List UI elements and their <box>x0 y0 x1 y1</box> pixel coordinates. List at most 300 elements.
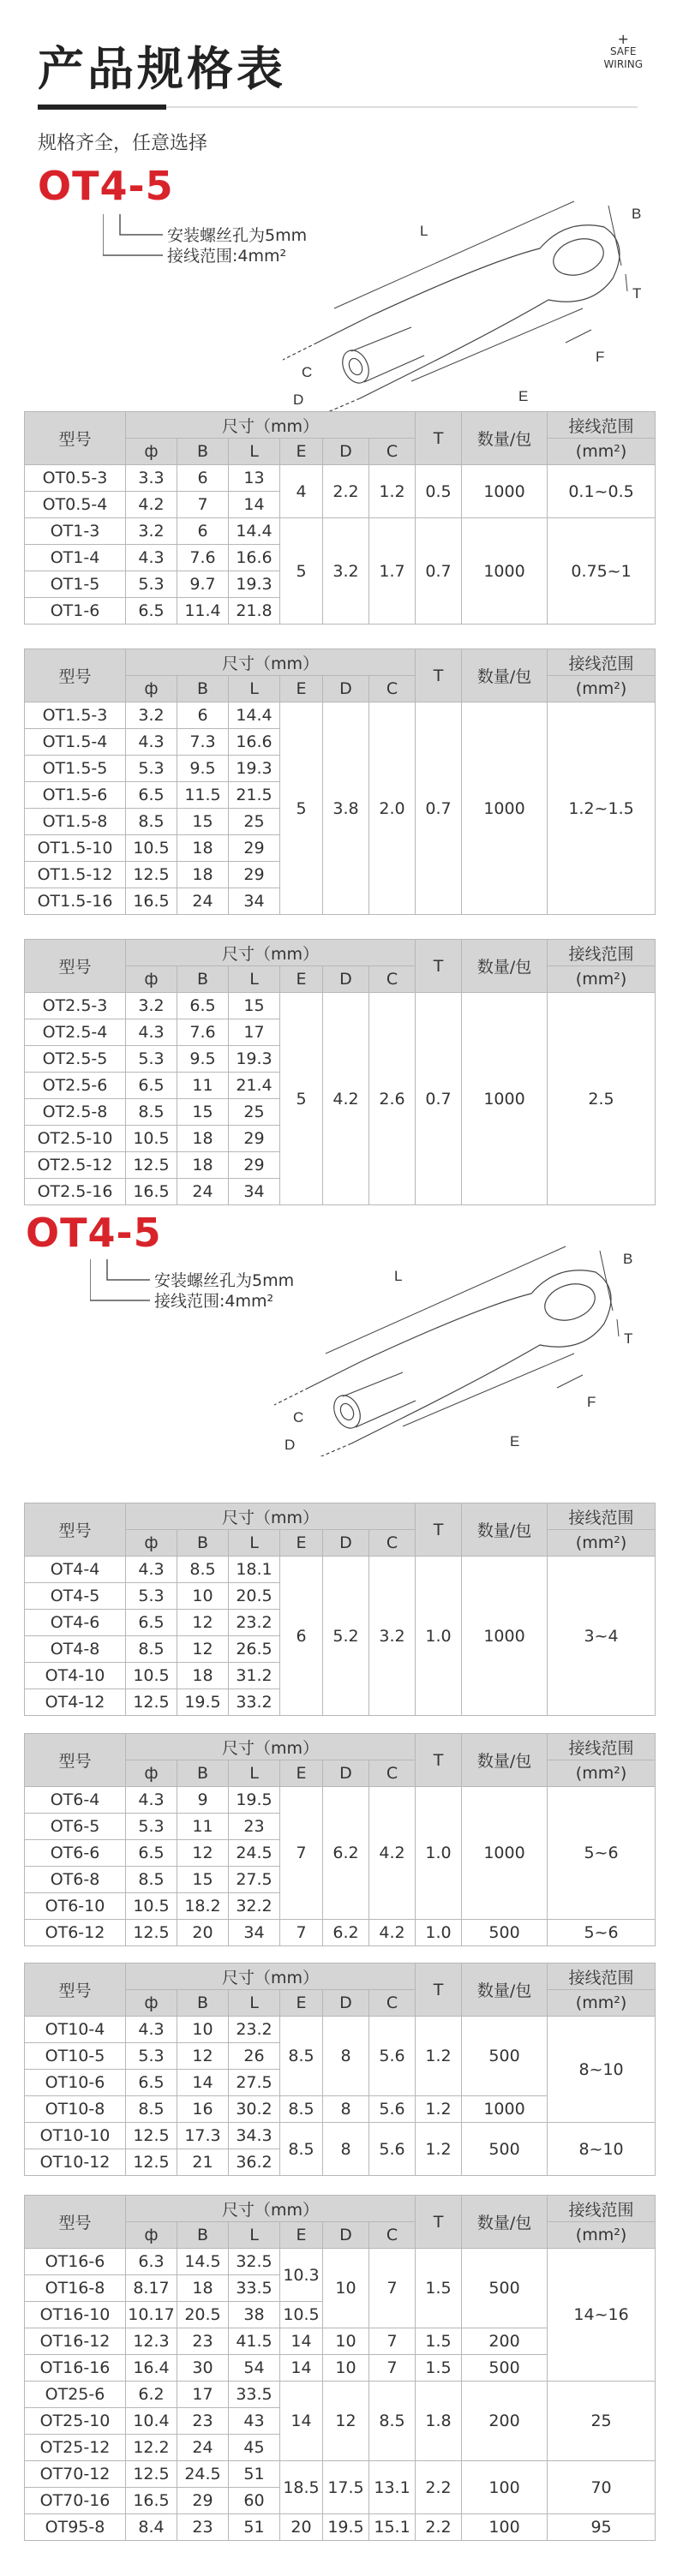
table-row <box>25 2123 656 2149</box>
table-header-cell: C <box>369 966 416 993</box>
table-cell: 4.2 <box>369 1787 416 1920</box>
col-d-header: D <box>323 439 369 465</box>
table-cell: 29 <box>229 1126 280 1152</box>
table-cell: 21.8 <box>229 598 280 625</box>
table-cell: 10.17 <box>126 2302 177 2328</box>
table-cell: 12.5 <box>126 2461 177 2488</box>
table-cell: OT6-8 <box>25 1867 126 1893</box>
table-header-cell: ф <box>126 1760 177 1787</box>
table-header-cell: 型号 <box>25 649 126 702</box>
table-header-cell: (mm²) <box>548 676 656 702</box>
dim-L-label: L <box>394 1268 403 1284</box>
table-header-cell: ф <box>126 966 177 993</box>
table-cell: OT1.5-8 <box>25 809 126 835</box>
table-cell: 5.6 <box>369 2096 416 2123</box>
table-cell: 4.3 <box>126 545 177 571</box>
table-cell: 8 <box>323 2096 369 2123</box>
table-header-cell: 数量/包 <box>462 1963 548 2017</box>
table-cell: 14.4 <box>229 702 280 729</box>
table-cell: 7 <box>369 2355 416 2382</box>
table-cell: 23 <box>177 2328 229 2355</box>
table-cell: OT1-4 <box>25 545 126 571</box>
table-cell: 6.5 <box>126 782 177 809</box>
table-cell: 60 <box>229 2488 280 2514</box>
col-range-header: 接线范围 <box>548 412 656 439</box>
table-cell: 12.3 <box>126 2328 177 2355</box>
table-cell: OT2.5-5 <box>25 1046 126 1073</box>
table-header-cell: L <box>229 1530 280 1557</box>
table-cell: OT2.5-3 <box>25 993 126 1019</box>
table-header-cell: D <box>323 1990 369 2017</box>
table-cell: 18 <box>177 1152 229 1179</box>
table-cell: OT1-6 <box>25 598 126 625</box>
table-cell: 11 <box>177 1814 229 1840</box>
dim-L-label: L <box>420 223 428 239</box>
table-cell: 1.0 <box>416 1920 462 1946</box>
table-header-cell: 接线范围 <box>548 1734 656 1760</box>
table-cell: 21.4 <box>229 1073 280 1099</box>
note-screw-1: 安装螺丝孔为5mm <box>167 226 308 245</box>
table-cell: 8.5 <box>126 2096 177 2123</box>
table-cell: 8~10 <box>548 2123 656 2176</box>
table-cell: 30 <box>177 2355 229 2382</box>
table-cell: 5~6 <box>548 1787 656 1920</box>
table-cell: 15.1 <box>369 2514 416 2541</box>
table-cell: 8.17 <box>126 2275 177 2302</box>
brand-plus: + <box>617 31 629 47</box>
table-cell: 2.5 <box>548 993 656 1205</box>
table-cell: 9.5 <box>177 1046 229 1073</box>
table-cell: 1000 <box>462 1787 548 1920</box>
dim-F-label: F <box>587 1394 596 1410</box>
table-header-cell: E <box>280 1530 323 1557</box>
table-cell: 30.2 <box>229 2096 280 2123</box>
table-cell: OT2.5-10 <box>25 1126 126 1152</box>
table-cell: 2.6 <box>369 993 416 1205</box>
table-cell: 19.5 <box>323 2514 369 2541</box>
dim-B-label: B <box>632 206 642 222</box>
table-header-cell: B <box>177 1530 229 1557</box>
table-cell: 3.2 <box>126 518 177 545</box>
table-header-row <box>25 1734 656 1760</box>
table-cell: 8 <box>323 2123 369 2176</box>
table-row <box>25 518 656 545</box>
table-cell: 12.5 <box>126 2123 177 2149</box>
table-row <box>25 2382 656 2408</box>
table-cell: 1.2 <box>416 2017 462 2096</box>
table-header-cell: 型号 <box>25 2196 126 2249</box>
table-cell: 10 <box>323 2249 369 2328</box>
table-cell: OT4-5 <box>25 1583 126 1610</box>
table-cell: OT4-4 <box>25 1557 126 1583</box>
table-cell: OT16-6 <box>25 2249 126 2275</box>
table-header-row <box>25 2196 656 2222</box>
dim-F-label: F <box>596 349 605 365</box>
table-cell: 29 <box>177 2488 229 2514</box>
table-cell: 14 <box>280 2328 323 2355</box>
table-cell: 29 <box>229 862 280 888</box>
table-cell: 6 <box>177 465 229 492</box>
col-type-header: 型号 <box>25 412 126 465</box>
table-cell: 29 <box>229 835 280 862</box>
table-header-cell: 数量/包 <box>462 2196 548 2249</box>
table-cell: 7.3 <box>177 729 229 756</box>
table-cell: 5.6 <box>369 2017 416 2096</box>
table-cell: 6.2 <box>323 1787 369 1920</box>
table-cell: 5.3 <box>126 1583 177 1610</box>
table-cell: 8~10 <box>548 2017 656 2123</box>
spec-table-6 <box>24 1963 656 2176</box>
note-range-2: 接线范围:4mm² <box>154 1292 274 1311</box>
col-l-header: L <box>229 439 280 465</box>
table-cell: 34 <box>229 888 280 915</box>
table-cell: 8.5 <box>126 1099 177 1126</box>
table-cell: 16.5 <box>126 888 177 915</box>
table-cell: 10.5 <box>126 835 177 862</box>
table-header-cell: T <box>416 1734 462 1787</box>
table-cell: 16.5 <box>126 2488 177 2514</box>
table-header-cell: 数量/包 <box>462 649 548 702</box>
table-cell: 9.5 <box>177 756 229 782</box>
table-cell: OT6-10 <box>25 1893 126 1920</box>
brand-line-2: WIRING <box>603 58 643 70</box>
table-cell: 45 <box>229 2435 280 2461</box>
table-cell: 34 <box>229 1179 280 1205</box>
table-header-cell: D <box>323 676 369 702</box>
table-header-cell: E <box>280 1990 323 2017</box>
table-cell: OT4-10 <box>25 1663 126 1689</box>
table-cell: 24 <box>177 888 229 915</box>
table-cell: 8.5 <box>126 1636 177 1663</box>
table-cell: 43 <box>229 2408 280 2435</box>
table-header-row <box>25 940 656 966</box>
table-header-cell: E <box>280 966 323 993</box>
table-cell: 12 <box>323 2382 369 2461</box>
table-cell: 0.1~0.5 <box>548 465 656 518</box>
table-header-cell: 数量/包 <box>462 1503 548 1557</box>
table-header-cell: C <box>369 676 416 702</box>
table-cell: 18 <box>177 835 229 862</box>
table-cell: OT16-12 <box>25 2328 126 2355</box>
table-cell: 33.5 <box>229 2382 280 2408</box>
table-cell: 24 <box>177 2435 229 2461</box>
table-cell: OT1-3 <box>25 518 126 545</box>
table-row <box>25 993 656 1019</box>
table-row <box>25 2249 656 2275</box>
table-cell: 33.2 <box>229 1689 280 1716</box>
table-cell: 4.3 <box>126 1787 177 1814</box>
table-header-cell: (mm²) <box>548 1990 656 2017</box>
table-cell: 54 <box>229 2355 280 2382</box>
table-cell: 0.7 <box>416 993 462 1205</box>
table-header-cell: B <box>177 1990 229 2017</box>
table-cell: OT25-12 <box>25 2435 126 2461</box>
table-cell: 6.5 <box>126 1840 177 1867</box>
table-cell: 11 <box>177 1073 229 1099</box>
table-header-cell: (mm²) <box>548 966 656 993</box>
table-cell: OT1.5-10 <box>25 835 126 862</box>
table-cell: 24.5 <box>229 1840 280 1867</box>
table-header-cell: 接线范围 <box>548 649 656 676</box>
table-cell: OT1.5-6 <box>25 782 126 809</box>
table-cell: 10 <box>177 2017 229 2043</box>
table-cell: 9 <box>177 1787 229 1814</box>
table-header-cell: T <box>416 940 462 993</box>
table-cell: 18.2 <box>177 1893 229 1920</box>
table-cell: 500 <box>462 2355 548 2382</box>
table-cell: 6.3 <box>126 2249 177 2275</box>
table-cell: 19.3 <box>229 1046 280 1073</box>
table-cell: 7 <box>280 1787 323 1920</box>
table-cell: 5 <box>280 518 323 625</box>
table-cell: 1.0 <box>416 1787 462 1920</box>
table-cell: 500 <box>462 1920 548 1946</box>
table-cell: 4.3 <box>126 2017 177 2043</box>
dim-B-label: B <box>623 1251 633 1267</box>
table-header-cell: B <box>177 2222 229 2249</box>
table-cell: OT10-5 <box>25 2043 126 2070</box>
table-row <box>25 702 656 729</box>
table-cell: 17 <box>177 2382 229 2408</box>
table-cell: 6 <box>177 702 229 729</box>
table-cell: 4.2 <box>369 1920 416 1946</box>
table-cell: OT95-8 <box>25 2514 126 2541</box>
table-header-cell: 尺寸（mm） <box>126 1503 416 1530</box>
table-cell: OT6-5 <box>25 1814 126 1840</box>
table-cell: 4.2 <box>126 492 177 518</box>
table-header-cell: 尺寸（mm） <box>126 940 416 966</box>
table-cell: 13.1 <box>369 2461 416 2514</box>
table-row <box>25 1787 656 1814</box>
table-cell: OT4-12 <box>25 1689 126 1716</box>
table-cell: 20.5 <box>229 1583 280 1610</box>
table-cell: 8.5 <box>177 1557 229 1583</box>
table-cell: OT25-6 <box>25 2382 126 2408</box>
table-cell: 12 <box>177 1610 229 1636</box>
table-header-row <box>25 412 656 439</box>
table-cell: 23 <box>177 2408 229 2435</box>
col-size-header: 尺寸（mm） <box>126 412 416 439</box>
col-e-header: E <box>280 439 323 465</box>
table-header-cell: 型号 <box>25 1963 126 2017</box>
table-cell: 8.5 <box>280 2096 323 2123</box>
table-cell: 10.3 <box>280 2249 323 2302</box>
table-cell: 26 <box>229 2043 280 2070</box>
table-cell: 3.2 <box>126 993 177 1019</box>
dim-E-label: E <box>510 1433 520 1449</box>
table-cell: 12.5 <box>126 1689 177 1716</box>
table-header-cell: L <box>229 2222 280 2249</box>
table-cell: OT10-8 <box>25 2096 126 2123</box>
table-header-cell: C <box>369 1760 416 1787</box>
table-cell: 0.75~1 <box>548 518 656 625</box>
table-cell: 18 <box>177 1126 229 1152</box>
table-cell: 24 <box>177 1179 229 1205</box>
spec-table-5 <box>24 1733 656 1946</box>
table-cell: 19.3 <box>229 756 280 782</box>
table-cell: 32.5 <box>229 2249 280 2275</box>
table-cell: 11.5 <box>177 782 229 809</box>
table-cell: 25 <box>229 1099 280 1126</box>
spec-table-3 <box>24 939 656 1205</box>
table-cell: OT2.5-8 <box>25 1099 126 1126</box>
table-cell: 18 <box>177 2275 229 2302</box>
table-cell: 38 <box>229 2302 280 2328</box>
table-cell: OT16-8 <box>25 2275 126 2302</box>
table-cell: 7.6 <box>177 1019 229 1046</box>
table-cell: 500 <box>462 2017 548 2096</box>
table-cell: 2.2 <box>323 465 369 518</box>
table-cell: 6.5 <box>177 993 229 1019</box>
table-cell: 95 <box>548 2514 656 2541</box>
table-cell: 3.2 <box>323 518 369 625</box>
brand-line-1: SAFE <box>609 45 637 57</box>
table-cell: 24.5 <box>177 2461 229 2488</box>
spec-table-1 <box>24 411 656 625</box>
table-cell: 10.5 <box>126 1663 177 1689</box>
table-cell: 1000 <box>462 1557 548 1716</box>
table-cell: 100 <box>462 2514 548 2541</box>
table-header-cell: L <box>229 1760 280 1787</box>
table-header-cell: 接线范围 <box>548 2196 656 2222</box>
table-cell: 6.5 <box>126 1610 177 1636</box>
table-header-cell: 接线范围 <box>548 1963 656 1990</box>
note-screw-2: 安装螺丝孔为5mm <box>154 1271 295 1290</box>
table-cell: 5.2 <box>323 1557 369 1716</box>
table-cell: 1.2~1.5 <box>548 702 656 915</box>
table-header-cell: ф <box>126 1530 177 1557</box>
page-title: 产品规格表 <box>38 42 286 96</box>
table-cell: 0.7 <box>416 518 462 625</box>
table-cell: OT6-4 <box>25 1787 126 1814</box>
note-range-1: 接线范围:4mm² <box>167 247 287 266</box>
table-header-cell: 尺寸（mm） <box>126 649 416 676</box>
table-cell: 1.2 <box>416 2096 462 2123</box>
table-cell: 14 <box>177 2070 229 2096</box>
table-cell: 6.5 <box>126 598 177 625</box>
table-cell: 20 <box>177 1920 229 1946</box>
table-cell: 12 <box>177 1636 229 1663</box>
table-cell: OT70-12 <box>25 2461 126 2488</box>
table-cell: 10.5 <box>126 1893 177 1920</box>
table-cell: OT10-4 <box>25 2017 126 2043</box>
table-cell: 18 <box>177 1663 229 1689</box>
table-header-cell: B <box>177 966 229 993</box>
table-header-cell: L <box>229 966 280 993</box>
table-header-cell: 接线范围 <box>548 940 656 966</box>
table-cell: 12.5 <box>126 2149 177 2176</box>
table-cell: OT16-16 <box>25 2355 126 2382</box>
table-cell: 0.5 <box>416 465 462 518</box>
ring-terminal-diagram-2 <box>274 1225 634 1456</box>
table-cell: 5.6 <box>369 2123 416 2176</box>
table-header-cell: 数量/包 <box>462 940 548 993</box>
table-row <box>25 2514 656 2541</box>
table-header-cell: E <box>280 2222 323 2249</box>
ring-terminal-diagram-1 <box>283 180 643 411</box>
table-cell: 2.2 <box>416 2514 462 2541</box>
table-cell: 16.5 <box>126 1179 177 1205</box>
table-cell: 29 <box>229 1152 280 1179</box>
table-cell: 19.5 <box>229 1787 280 1814</box>
table-cell: 10.5 <box>126 1126 177 1152</box>
table-header-cell: B <box>177 1760 229 1787</box>
table-cell: 8.4 <box>126 2514 177 2541</box>
table-header-row <box>25 649 656 676</box>
table-cell: OT6-6 <box>25 1840 126 1867</box>
table-cell: 18 <box>177 862 229 888</box>
table-cell: 23 <box>229 1814 280 1840</box>
table-header-row <box>25 1963 656 1990</box>
table-cell: 16.6 <box>229 729 280 756</box>
table-cell: 6.2 <box>126 2382 177 2408</box>
table-cell: OT4-6 <box>25 1610 126 1636</box>
table-row <box>25 1920 656 1946</box>
table-row <box>25 2017 656 2043</box>
col-qty-header: 数量/包 <box>462 412 548 465</box>
table-header-cell: 接线范围 <box>548 1503 656 1530</box>
note-bracket-2 <box>90 1258 159 1309</box>
table-cell: 20 <box>280 2514 323 2541</box>
table-row <box>25 2461 656 2488</box>
dim-T-label: T <box>632 285 642 302</box>
table-cell: 19.3 <box>229 571 280 598</box>
table-cell: 13 <box>229 465 280 492</box>
table-cell: 36.2 <box>229 2149 280 2176</box>
table-cell: OT10-12 <box>25 2149 126 2176</box>
table-cell: OT10-10 <box>25 2123 126 2149</box>
table-cell: 31.2 <box>229 1663 280 1689</box>
table-cell: 6 <box>280 1557 323 1716</box>
dim-C-label: C <box>293 1409 304 1425</box>
table-cell: OT0.5-4 <box>25 492 126 518</box>
table-cell: OT6-12 <box>25 1920 126 1946</box>
table-cell: 1.5 <box>416 2328 462 2355</box>
table-cell: 17.3 <box>177 2123 229 2149</box>
table-cell: 10.5 <box>280 2302 323 2328</box>
table-cell: OT2.5-12 <box>25 1152 126 1179</box>
table-header-cell: 尺寸（mm） <box>126 2196 416 2222</box>
table-cell: 500 <box>462 2123 548 2176</box>
table-cell: 12.5 <box>126 1152 177 1179</box>
table-cell: 18.5 <box>280 2461 323 2514</box>
spec-table-4 <box>24 1503 656 1716</box>
table-cell: 10 <box>177 1583 229 1610</box>
table-cell: 23 <box>177 2514 229 2541</box>
table-header-cell: D <box>323 1760 369 1787</box>
table-header-cell: 型号 <box>25 1734 126 1787</box>
spec-table-2 <box>24 648 656 915</box>
table-cell: 3~4 <box>548 1557 656 1716</box>
table-cell: 21 <box>177 2149 229 2176</box>
table-cell: OT1.5-3 <box>25 702 126 729</box>
table-cell: 4.3 <box>126 1557 177 1583</box>
table-cell: 21.5 <box>229 782 280 809</box>
table-cell: 17 <box>229 1019 280 1046</box>
table-cell: 5 <box>280 702 323 915</box>
table-header-cell: 尺寸（mm） <box>126 1734 416 1760</box>
table-cell: 500 <box>462 2249 548 2328</box>
table-cell: 14 <box>280 2355 323 2382</box>
table-cell: OT1.5-16 <box>25 888 126 915</box>
table-cell: 200 <box>462 2382 548 2461</box>
table-cell: 8.5 <box>126 809 177 835</box>
table-cell: 5.3 <box>126 1814 177 1840</box>
table-cell: 1.8 <box>416 2382 462 2461</box>
table-cell: 9.7 <box>177 571 229 598</box>
table-header-cell: ф <box>126 2222 177 2249</box>
table-header-cell: L <box>229 676 280 702</box>
